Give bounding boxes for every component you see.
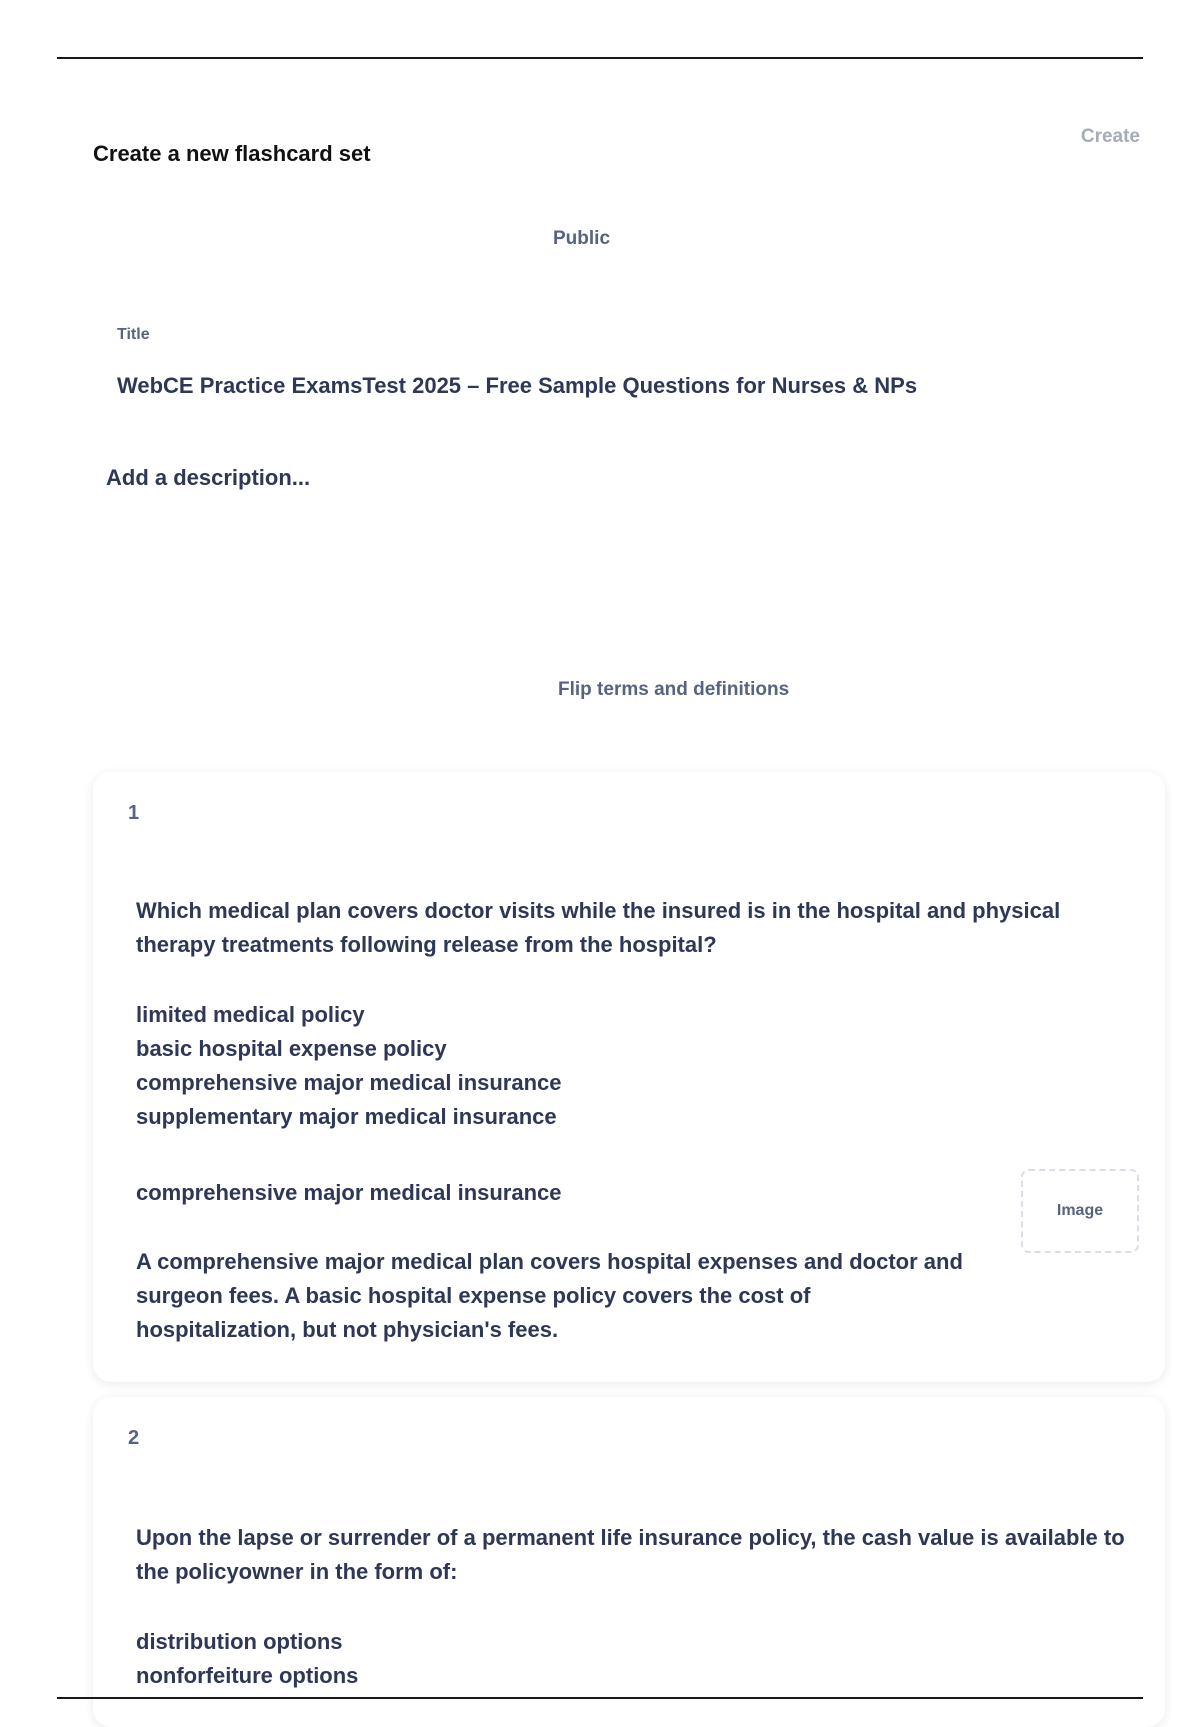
create-button[interactable]: Create <box>1080 126 1140 147</box>
option-item: limited medical policy <box>136 1002 365 1027</box>
title-label: Title <box>117 326 150 343</box>
flashcard-2 <box>93 1397 1165 1727</box>
add-image-button[interactable]: Image <box>1021 1169 1139 1253</box>
term-input[interactable]: Which medical plan covers doctor visits while the insured is in the hospital and physical therapy treatments following release from the hospital? <box>136 898 1061 957</box>
definition-input[interactable]: comprehensive major medical insurance <box>136 1180 562 1205</box>
flip-terms-button[interactable]: Flip terms and definitions <box>558 679 790 700</box>
bottom-divider <box>57 1697 1143 1699</box>
option-item: supplementary major medical insurance <box>136 1104 557 1129</box>
top-divider <box>57 57 1143 59</box>
option-item: comprehensive major medical insurance <box>136 1070 562 1095</box>
answer-options[interactable] <box>136 1625 358 1693</box>
card-number: 1 <box>128 802 140 824</box>
answer-options[interactable] <box>136 998 562 1134</box>
flashcard-1 <box>93 772 1165 1382</box>
visibility-toggle[interactable]: Public <box>553 228 611 249</box>
description-input[interactable]: Add a description... <box>106 465 311 490</box>
option-item: distribution options <box>136 1629 343 1654</box>
explanation-text[interactable]: A comprehensive major medical plan covers hospital expenses and doctor and surgeon fees. A basic hospital expense policy covers the cost of hospitalization, but not physician's fees. <box>136 1249 963 1342</box>
page-title: Create a new flashcard set <box>93 141 371 166</box>
title-input[interactable]: WebCE Practice ExamsTest 2025 – Free Sample Questions for Nurses & NPs <box>117 373 918 398</box>
option-item: nonforfeiture options <box>136 1663 359 1688</box>
term-input[interactable]: Upon the lapse or surrender of a permanent life insurance policy, the cash value is available to the policyowner in the form of: <box>136 1525 1125 1584</box>
option-item: basic hospital expense policy <box>136 1036 447 1061</box>
card-number: 2 <box>128 1427 140 1449</box>
